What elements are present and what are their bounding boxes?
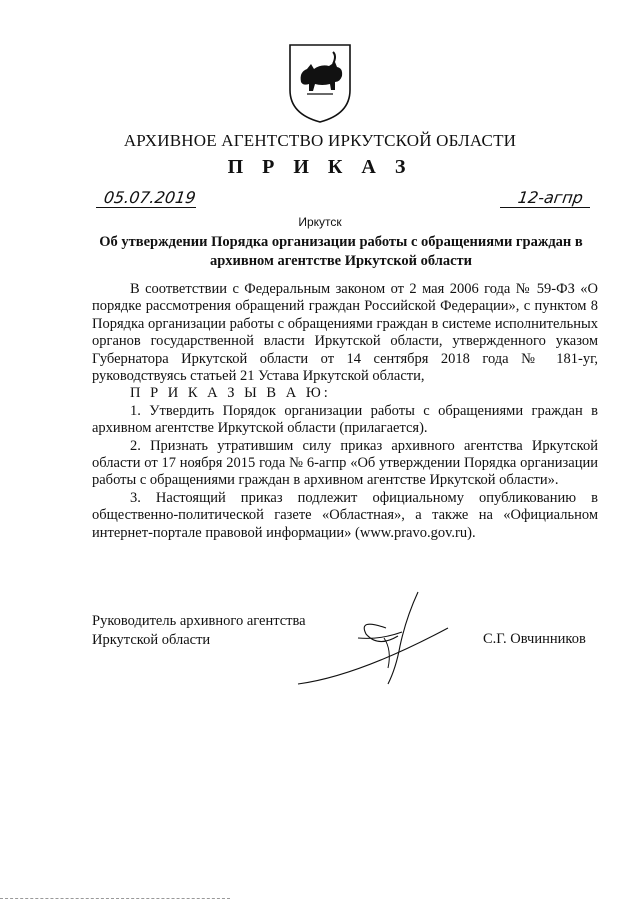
- document-body: [92, 281, 598, 542]
- position-line-1: Руководитель архивного агентства: [92, 613, 306, 629]
- heading-line-2: архивном агентстве Иркутской области: [209, 253, 473, 269]
- number-underline: [500, 207, 590, 208]
- document-heading: [84, 233, 598, 271]
- order-number: 12-агпр: [516, 188, 585, 207]
- position-line-2: Иркутской области: [92, 632, 211, 648]
- coat-of-arms-emblem: [287, 42, 353, 124]
- handwritten-signature: [288, 588, 460, 692]
- city-label: Иркутск: [298, 215, 342, 229]
- date-underline: [96, 207, 196, 208]
- agency-name: АРХИВНОЕ АГЕНТСТВО ИРКУТСКОЙ ОБЛАСТИ: [123, 131, 517, 150]
- heading-line-1: Об утверждении Порядка организации работы с обращениями граждан в: [99, 234, 583, 250]
- order-word: П Р И К А З Ы В А Ю:: [130, 385, 331, 402]
- order-date: 05.07.2019: [102, 188, 197, 207]
- order-item-2: 2. Признать утратившим силу приказ архивного агентства Иркутской области от 17 ноября 2015 года № 6-агпр «Об утверждении Порядка организации работы с обращениями граждан в архивном агентстве Иркутской области».: [92, 437, 598, 489]
- document-type-title: П Р И К А З: [227, 156, 413, 178]
- signatory-position: [92, 612, 306, 650]
- order-item-3: 3. Настоящий приказ подлежит официальному опубликованию в общественно-политической газете «Областная», а также на «Официальном интернет-портале правовой информации» (www.pravo.gov.ru).: [92, 489, 598, 541]
- order-item-1: 1. Утвердить Порядок организации работы с обращениями граждан в архивном агентстве Иркутской области (прилагается).: [92, 402, 598, 437]
- preamble-paragraph: В соответствии с Федеральным законом от 2 мая 2006 года № 59-ФЗ «О порядке рассмотрения обращений граждан Российской Федерации», с пунктом 8 Порядка организации работы с обращениями граждан в системе исполнительных органов государственной власти Иркутской области, утвержденного указом Губернатора Иркутской области от 14 сентября 2018 года № 181-уг, руководствуясь статьей 21 Устава Иркутской области,: [92, 281, 598, 385]
- scan-edge-line: [0, 898, 230, 899]
- signatory-name: С.Г. Овчинников: [483, 631, 586, 647]
